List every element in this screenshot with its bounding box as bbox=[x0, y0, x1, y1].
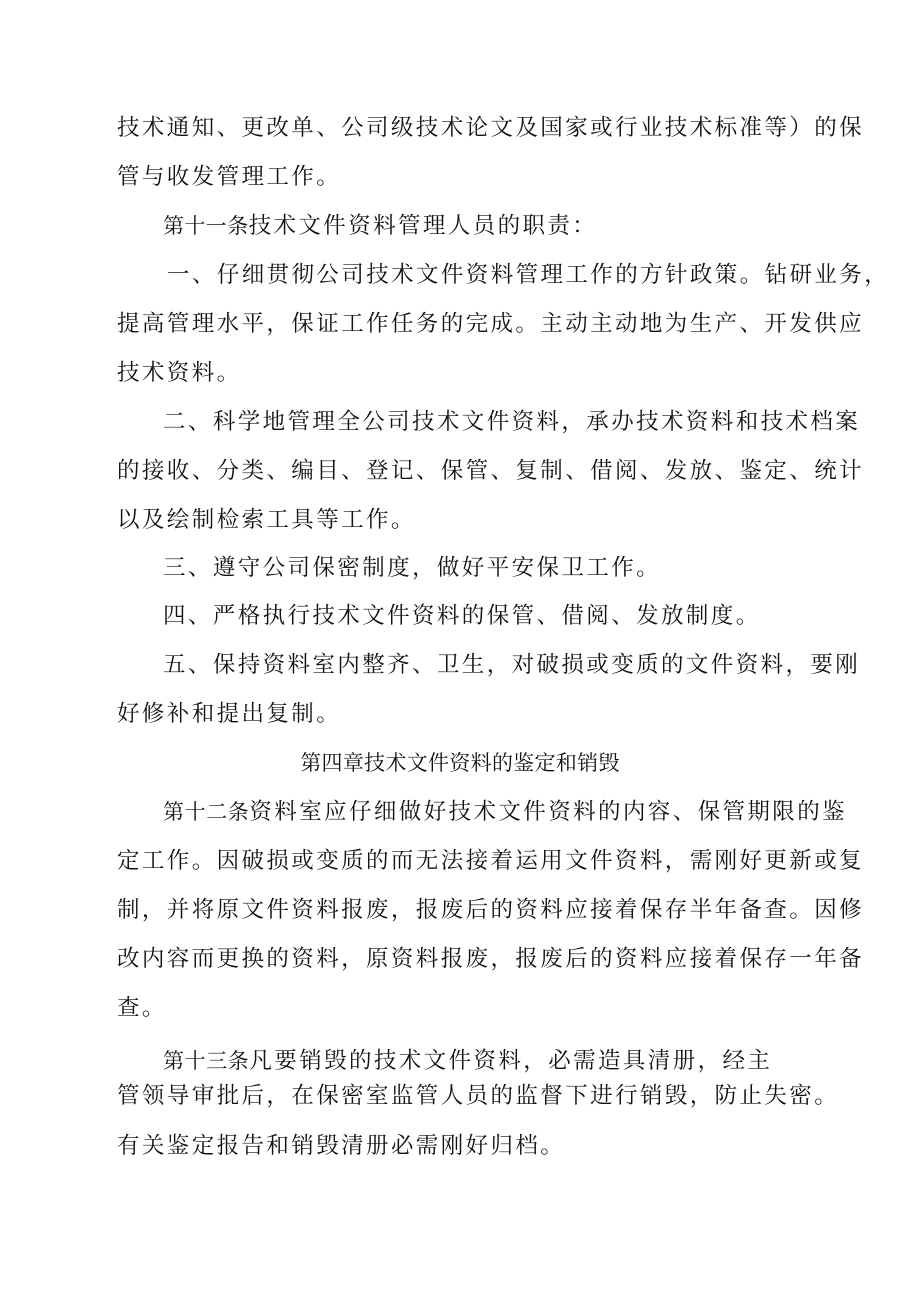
text-line: 好修补和提出复制。 bbox=[117, 701, 342, 727]
text-line: 五、保持资料室内整齐、卫生，对破损或变质的文件资料，要刚 bbox=[163, 652, 861, 678]
text-line: 改内容而更换的资料，原资料报废，报废后的资料应接着保存一年备 bbox=[117, 946, 865, 972]
text-line: 管与收发管理工作。 bbox=[117, 164, 342, 190]
text-line: 有关鉴定报告和销毁清册必需刚好归档。 bbox=[117, 1133, 566, 1159]
text-line: 四、严格执行技术文件资料的保管、借阅、发放制度。 bbox=[163, 603, 761, 629]
article-13-first-line bbox=[163, 1046, 772, 1076]
article-12-first-line bbox=[163, 797, 847, 827]
article-label: 第十二条 bbox=[163, 800, 250, 824]
chapter-title: 第四章技术文件资料的鉴定和销毁 bbox=[300, 751, 620, 775]
text-line: 查。 bbox=[117, 995, 167, 1021]
text-line: 定工作。因破损或变质的而无法接着运用文件资料，需刚好更新或复 bbox=[117, 848, 865, 874]
text-line: 管领导审批后，在保密室监管人员的监督下进行销毁，防止失密。 bbox=[117, 1083, 840, 1109]
article-label: 第十三条 bbox=[163, 1049, 250, 1073]
text-line: 二、科学地管理全公司技术文件资料，承办技术资料和技术档案 bbox=[163, 409, 861, 435]
text-line: 技术通知、更改单、公司级技术论文及国家或行业技术标准等）的保 bbox=[117, 115, 865, 141]
text-line: 制，并将原文件资料报废，报废后的资料应接着保存半年备查。因修 bbox=[117, 897, 865, 923]
text-line: 技术资料。 bbox=[117, 360, 242, 386]
article-text: 技术文件资料管理人员的职责： bbox=[248, 213, 598, 239]
text-line: 的接收、分类、编目、登记、保管、复制、借阅、发放、鉴定、统计 bbox=[117, 458, 865, 484]
article-text: 凡要销毁的技术文件资料，必需造具清册，经主 bbox=[249, 1048, 773, 1074]
article-11-heading bbox=[163, 211, 597, 241]
text-line: 三、遵守公司保密制度，做好平安保卫工作。 bbox=[163, 555, 662, 581]
text-line: 一、仔细贯彻公司技术文件资料管理工作的方针政策。钻研业务， bbox=[167, 262, 890, 288]
text-line: 提高管理水平，保证工作任务的完成。主动主动地为生产、开发供应 bbox=[117, 311, 865, 337]
article-label: 第十一条 bbox=[163, 214, 249, 238]
article-text: 资料室应仔细做好技术文件资料的内容、保管期限的鉴 bbox=[249, 799, 848, 825]
text-line: 以及绘制检索工具等工作。 bbox=[117, 507, 416, 533]
